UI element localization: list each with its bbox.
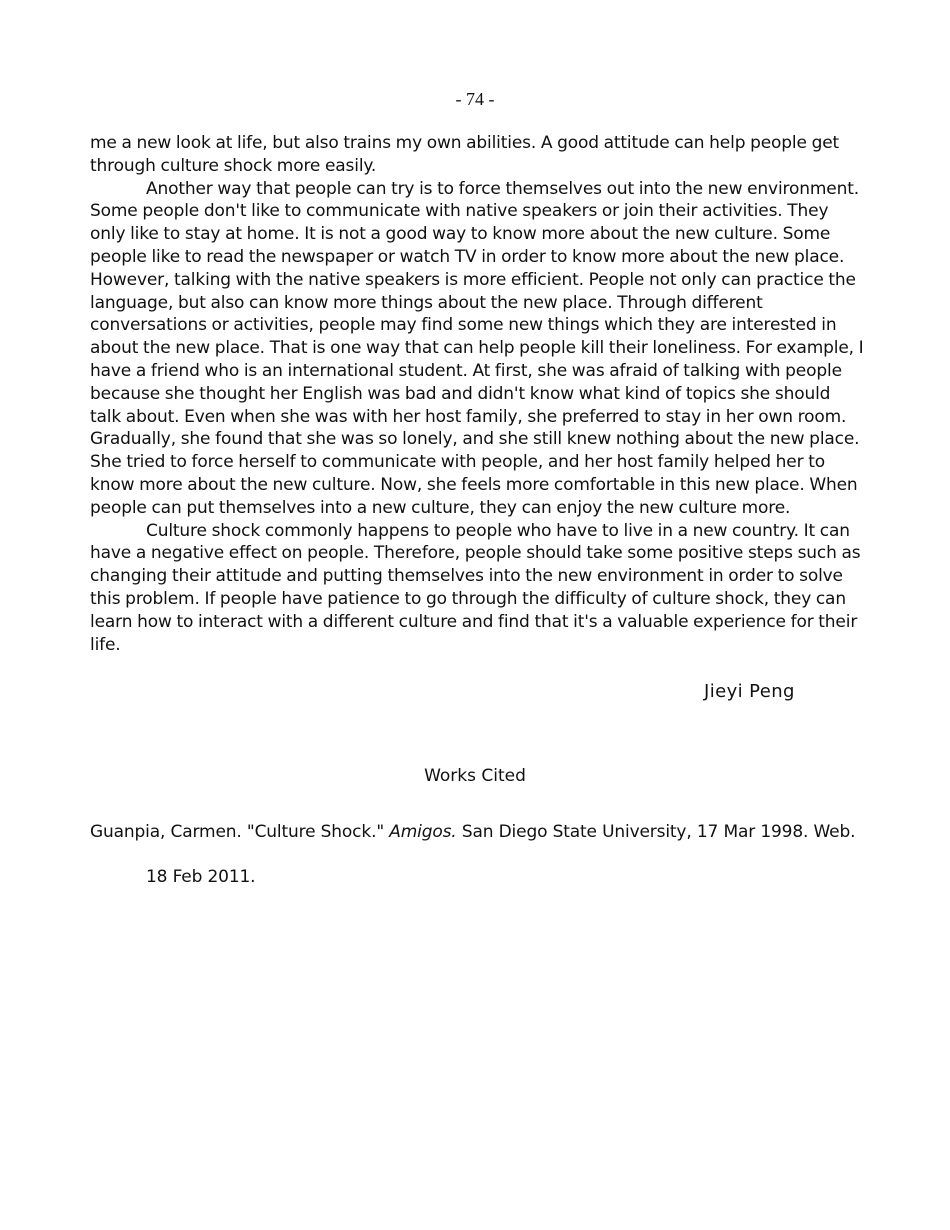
essay-body (90, 132, 865, 656)
citation-entry (90, 810, 880, 900)
essay-paragraph: Another way that people can try is to force themselves out into the new environment. Some people don't like to communicate with native speakers or join their activities. They only like to stay at home. It is not a good way to know more about the new culture. Some people like to read the newspaper or watch TV in order to know more about the new place. However, talking with the native speakers is more efficient. People not only can practice the language, but also can know more things about the new place. Through different conversations or activities, people may find some new things which they are interested in about the new place. That is one way that can help people kill their loneliness. For example, I have a friend who is an international student. At first, she was afraid of talking with people because she thought her English was bad and didn't know what kind of topics she should talk about. Even when she was with her host family, she preferred to stay in her own room. Gradually, she found that she was so lonely, and she still knew nothing about the new place. She tried to force herself to communicate with people, and her host family helped her to know more about the new culture. Now, she feels more comfortable in this new place. When people can put themselves into a new culture, they can enjoy the new culture more. (90, 178, 864, 518)
page-number: - 74 - (455, 89, 495, 109)
citation-publication-title: Amigos. (389, 822, 457, 842)
citation-access-date: 18 Feb 2011. (146, 867, 256, 887)
citation-publisher-details: San Diego State University, 17 Mar 1998. Web. (456, 822, 856, 842)
citation-first-line (90, 810, 880, 855)
citation-author-and-article: Guanpia, Carmen. "Culture Shock." (90, 822, 390, 842)
essay-paragraph: me a new look at life, but also trains my own abilities. A good attitude can help people get through culture shock more easily. (90, 133, 840, 176)
works-cited-heading: Works Cited (424, 766, 526, 786)
essay-paragraph: Culture shock commonly happens to people who have to live in a new country. It can have a negative effect on people. Therefore, people should take some positive steps such as changing their attitude and putting themselves into the new environment in order to solve this problem. If people have patience to go through the difficulty of culture shock, they can learn how to interact with a different culture and find that it's a valuable experience for their life. (90, 520, 861, 655)
author-name: Jieyi Peng (704, 681, 795, 702)
